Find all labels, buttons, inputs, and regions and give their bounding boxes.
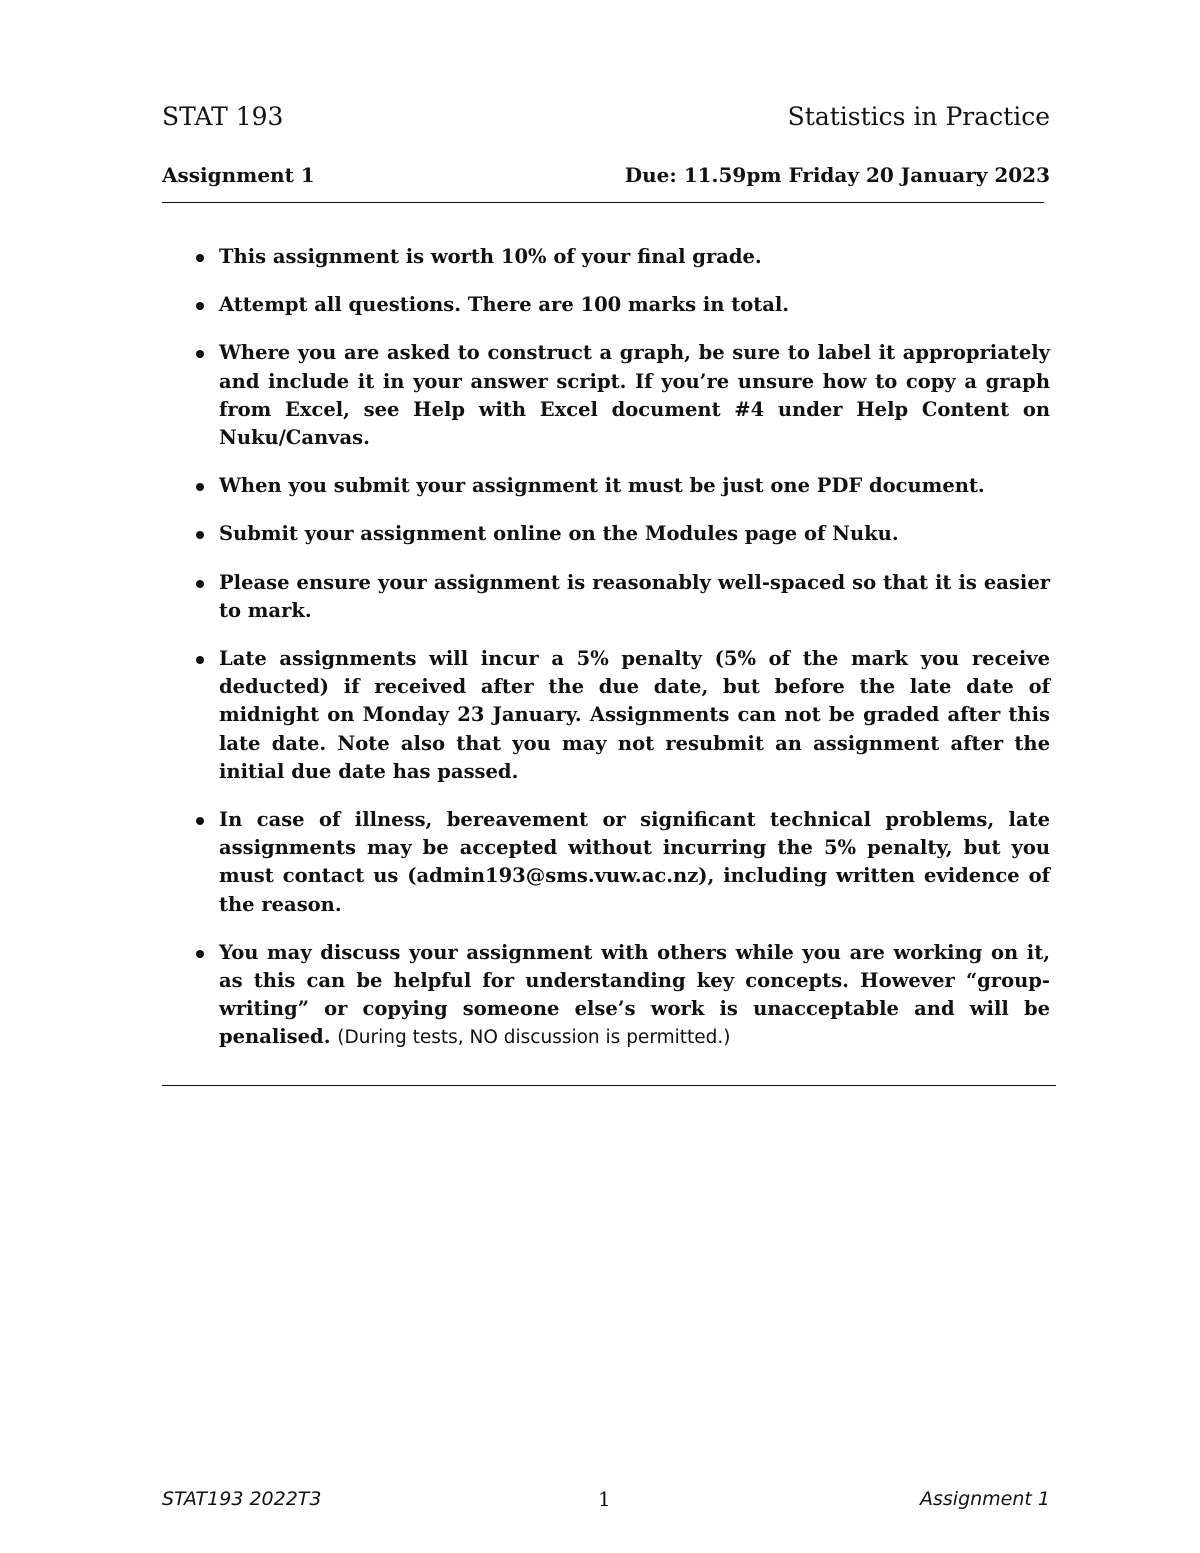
instruction-text: Late assignments will incur a 5% penalty (5% of the mark you receive deducted) if received after the due date, but before the late date of midnight on Monday 23 January. Assignments can not be graded after this late date. Note also that you may not resubmit an assignment after the initial due date has passed. <box>219 647 1050 783</box>
instruction-item <box>219 243 1050 271</box>
bullet-icon <box>196 656 204 664</box>
due-date: Due: 11.59pm Friday 20 January 2023 <box>624 163 1050 187</box>
header-divider <box>162 202 1044 203</box>
instruction-item <box>219 291 1050 319</box>
instruction-note: (During tests, NO discussion is permitted.) <box>337 1027 731 1049</box>
content-divider <box>162 1085 1056 1086</box>
bullet-icon <box>196 580 204 588</box>
page-number: 1 <box>598 1487 611 1511</box>
instruction-text: Where you are asked to construct a graph, be sure to label it appropriately and include it in your answer script. If you’re unsure how to copy a graph from Excel, see Help with Excel document #4 under Help Content on Nuku/Canvas. <box>219 341 1050 450</box>
instruction-item <box>219 520 1050 548</box>
bullet-icon <box>196 350 204 358</box>
instruction-item <box>219 569 1050 625</box>
bullet-icon <box>196 817 204 825</box>
assignment-name: Assignment 1 <box>162 163 315 187</box>
instruction-item <box>219 339 1050 452</box>
instruction-item <box>219 806 1050 919</box>
instruction-item <box>219 472 1050 500</box>
instructions-list <box>219 243 1050 1073</box>
bullet-icon <box>196 302 204 310</box>
instruction-text: Attempt all questions. There are 100 marks in total. <box>219 293 790 317</box>
bullet-icon <box>196 950 204 958</box>
footer-assignment: Assignment 1 <box>920 1488 1050 1510</box>
instruction-text: This assignment is worth 10% of your final grade. <box>219 245 762 268</box>
instruction-text: In case of illness, bereavement or significant technical problems, late assignments may be accepted without incurring the 5% penalty, but you must contact us (admin193@sms.vuw.ac.nz), including written evidence of the reason. <box>219 808 1050 916</box>
course-title: Statistics in Practice <box>787 102 1050 131</box>
bullet-icon <box>196 254 204 262</box>
footer-course-term: STAT193 2022T3 <box>162 1488 322 1510</box>
instruction-item <box>219 645 1050 786</box>
bullet-icon <box>196 483 204 491</box>
instruction-text: Please ensure your assignment is reasonably well-spaced so that it is easier to mark. <box>219 570 1050 622</box>
bullet-icon <box>196 531 204 539</box>
instruction-item <box>219 939 1050 1053</box>
course-code: STAT 193 <box>162 102 284 131</box>
instruction-text: When you submit your assignment it must be just one PDF document. <box>219 474 985 498</box>
instruction-text: Submit your assignment online on the Modules page of Nuku. <box>219 522 899 546</box>
instruction-text: You may discuss your assignment with others while you are working on it, as this can be helpful for understanding key concepts. However “group-writing” or copying someone else’s work is unacceptable and will be penalised. <box>219 940 1050 1049</box>
